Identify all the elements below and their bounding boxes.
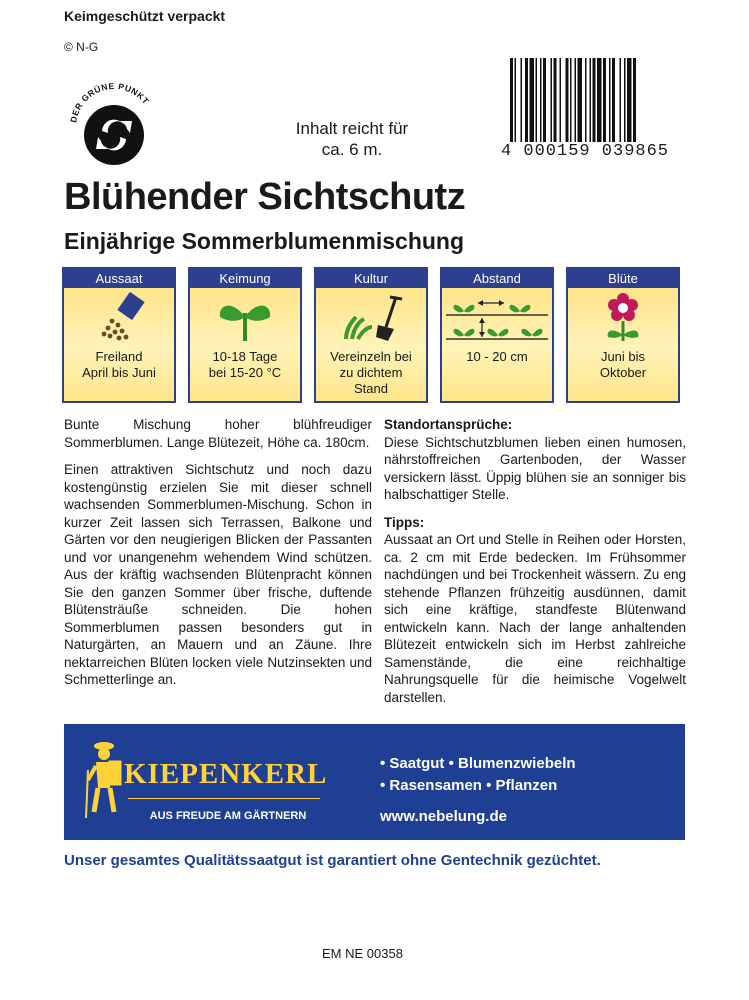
barcode-bar <box>543 58 546 142</box>
barcode-bar <box>627 58 632 142</box>
barcode-bar <box>593 58 596 142</box>
flower-icon <box>568 291 678 343</box>
icon-line-3: Stand <box>354 381 388 396</box>
brand-name: KIEPENKERL <box>124 758 328 790</box>
seedling-icon <box>190 291 300 343</box>
website-link[interactable]: www.nebelung.de <box>380 808 507 825</box>
seed-packet-icon <box>64 291 174 343</box>
barcode-bar <box>540 58 542 142</box>
barcode-bar <box>620 58 622 142</box>
product-title: Blühender Sichtschutz <box>64 176 466 218</box>
tips-heading: Tipps: <box>384 514 425 530</box>
brand-divider <box>128 798 320 799</box>
icon-line-2: zu dichtem <box>339 365 403 380</box>
range-line-2: • Rasensamen • Pflanzen <box>380 777 558 794</box>
packaging-note: Keimgeschützt verpackt <box>64 8 226 24</box>
icon-card-aussaat <box>62 267 176 403</box>
barcode-bar <box>566 58 569 142</box>
barcode-bar <box>575 58 577 142</box>
content-line-1: Inhalt reicht für <box>295 119 409 138</box>
icon-card-label: Keimung <box>190 269 300 288</box>
barcode-bar <box>585 58 587 142</box>
icon-card-kultur <box>314 267 428 403</box>
icon-card-bluete <box>566 267 680 403</box>
product-code: EM NE 00358 <box>322 946 403 961</box>
icon-card-label: Blüte <box>568 269 678 288</box>
body-text: Einen attraktiven Sichtschutz und noch dazu kostengünstig erzielen Sie mit dieser schnell wachsenden Sommerblumen-Mischung. Schon in kurzer Zeit lassen sich Terrassen, Balkone und Gärten vor den neugierigen Blicken der Passanten und vor unangenehm wehendem Wind schützen. Aus der kräftig wachsenden Blütenpracht können Sie den ganzen Sommer über frische, duftende Blütensträuße schneiden. Die hohen Sommerblumen passen besonders gut in Naturgärten, an Mauern und an Zäune. Ihre nektarreichen Blüten locken viele Nutzinsekten und Schmetterlinge an. <box>64 462 372 687</box>
location-heading: Standortansprüche: <box>384 417 513 432</box>
brand-tagline: AUS FREUDE AM GÄRTNERN <box>149 810 307 822</box>
kiepenkerl-figure-icon <box>84 740 124 820</box>
barcode-bar <box>597 58 602 142</box>
barcode-bar <box>536 58 538 142</box>
gruener-punkt-logo <box>62 75 166 179</box>
tips-text: Aussaat an Ort und Stelle in Reihen oder Horsten, ca. 2 cm mit Erde bedecken. Im Frühsommer nachdüngen und bei Trockenheit wässern. Zu eng stehende Pflanzen frühzeitig ausdünnen, damit sich eine kräftige, standfeste Blütenwand entwickeln kann. Nach der lange anhaltenden Blütezeit entwickeln sich im Herbst zahlreiche Samenstände, die eine reichhaltige Nahrungsquelle für die heimische Vogelwelt darstellen. <box>384 532 686 705</box>
barcode-bar <box>554 58 557 142</box>
barcode-bar <box>530 58 535 142</box>
product-range <box>380 753 576 797</box>
barcode-bar <box>515 58 517 142</box>
icon-line-2: Oktober <box>599 365 647 380</box>
intro-text: Bunte Mischung hoher blühfreudiger Sommerblumen. Lange Blütezeit, Höhe ca. 180cm. <box>64 417 372 450</box>
barcode-bar <box>603 58 606 142</box>
cultivation-icons <box>62 267 682 407</box>
barcode-bar <box>560 58 562 142</box>
location-text: Diese Sichtschutzblumen lieben einen humosen, nährstoffreichen Gartenboden, der Wasser versickern lässt. Üppig blühen sie an sonniger bis halbschattiger Stelle. <box>384 434 686 502</box>
barcode-bar <box>510 58 513 142</box>
icon-line-2: bei 15-20 °C <box>208 365 282 380</box>
range-line-1: • Saatgut • Blumenzwiebeln <box>380 755 576 772</box>
barcode-bar <box>624 58 626 142</box>
icon-card-label: Aussaat <box>64 269 174 288</box>
product-subtitle: Einjährige Sommerblumenmischung <box>64 228 465 254</box>
description-column <box>64 416 372 699</box>
spade-icon <box>316 291 426 343</box>
icon-line-1: 10-18 Tage <box>212 349 278 364</box>
logo-text: DER GRÜNE PUNKT <box>68 80 152 124</box>
content-line-2: ca. 6 m. <box>321 140 383 159</box>
care-column <box>384 416 686 716</box>
barcode-bar <box>612 58 615 142</box>
barcode-bar <box>609 58 611 142</box>
icon-line-1: 10 - 20 cm <box>466 349 528 364</box>
icon-card-keimung <box>188 267 302 403</box>
barcode-bar <box>551 58 553 142</box>
barcode-bar <box>578 58 583 142</box>
icon-card-label: Abstand <box>442 269 552 288</box>
icon-line-1: Vereinzeln bei <box>330 349 412 364</box>
icon-card-abstand <box>440 267 554 403</box>
barcode-bar <box>521 58 523 142</box>
barcode-number: 4 000159 039865 <box>500 142 670 161</box>
gmo-statement: Unser gesamtes Qualitätssaatgut ist garantiert ohne Gentechnik gezüchtet. <box>64 852 601 869</box>
icon-line-2: April bis Juni <box>82 365 156 380</box>
barcode-bar <box>633 58 636 142</box>
barcode-bar <box>590 58 592 142</box>
barcode-bar <box>570 58 572 142</box>
spacing-icon <box>442 291 552 343</box>
content-note <box>262 118 442 160</box>
icon-card-label: Kultur <box>316 269 426 288</box>
icon-line-1: Juni bis <box>600 349 646 364</box>
icon-line-1: Freiland <box>95 349 143 364</box>
barcode-bar <box>525 58 528 142</box>
copyright: © N-G <box>64 40 99 54</box>
